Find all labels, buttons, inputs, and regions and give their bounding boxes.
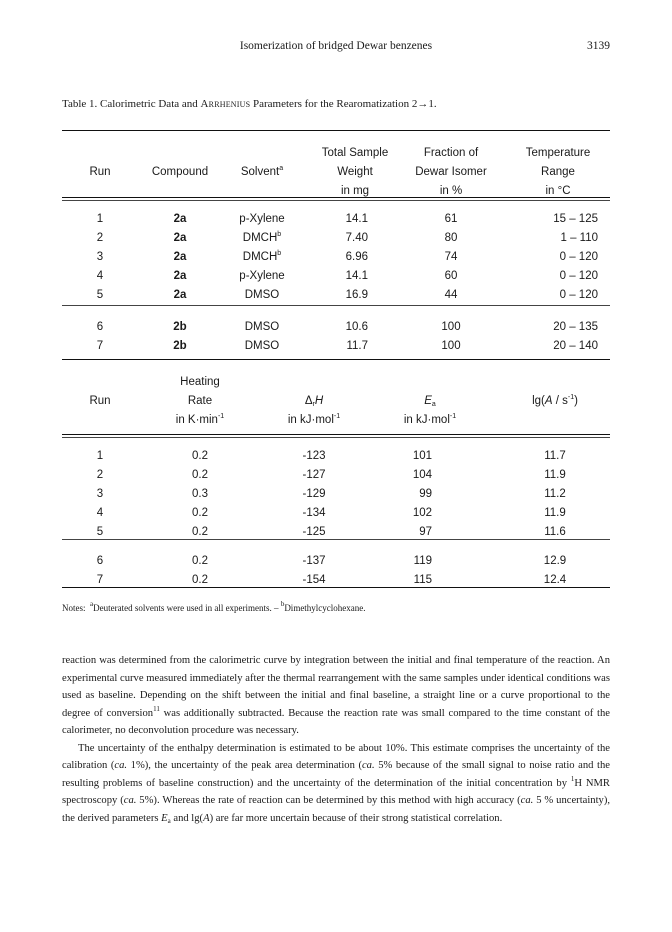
cell-solvent: DMSO [244,289,280,301]
cell-run: 5 [96,289,104,301]
table-top-rule [62,130,610,131]
col-weight-header-2: Weight [337,166,373,178]
cell-weight: 11.7 [346,340,368,352]
running-title: Isomerization of bridged Dewar benzenes [239,40,433,52]
cell-dh: -125 [302,526,326,538]
note-a-text: Deuterated solvents were used in all experiments. – [93,603,281,613]
cell-weight: 14.1 [345,213,368,225]
cell-run: 3 [96,488,104,500]
note-a-mark: a [90,600,94,608]
cell-lga: 11.9 [544,469,566,481]
cell-dh: -154 [302,574,326,586]
group-rule-2 [62,539,610,540]
cell-lga: 11.7 [544,450,566,462]
cell-dh: -137 [302,555,326,567]
col-run2-header: Run [89,395,111,407]
cell-fraction: 80 [444,232,458,244]
col-solvent-header: Solvent$^a$ [240,165,284,178]
paragraph-1: reaction was determined from the calorimetric curve by integration between the initial and final temperature of the reaction. An experimental curve measured immediately after the thermal rearrangement with the same samples under identical conditions was used as baseline. Depending on the shift between the initial and final baseline, a straight line or a curve proportional to the degree of conversion$^{11}$ was additionally subtracted. Because the reaction rate was small compared to the time constant of the calorimeter, no deconvolution procedure was necessary. [62,655,610,736]
cell-lga: 12.9 [543,555,567,567]
cell-run: 6 [96,555,104,567]
col-compound-header: Compound [151,166,209,178]
cell-run: 1 [96,450,104,462]
col-weight-header-1: Total Sample [321,147,389,159]
cell-solvent: DMSO [244,321,280,333]
running-head [0,40,672,56]
caption-arrhenius: Arrhenius [200,98,251,110]
col-weight-header-3: in mg [340,185,370,197]
cell-fraction: 100 [441,340,461,352]
cell-temp: 20 – 135 [553,321,598,333]
cell-rate: 0.2 [192,526,208,538]
notes-label: Notes: [62,603,86,613]
cell-run: 1 [96,213,104,225]
cell-solvent: p-Xylene [239,213,285,225]
cell-weight: 7.40 [345,232,368,244]
cell-ea: 97 [419,526,432,538]
cell-ea: 99 [419,488,432,500]
cell-fraction: 60 [444,270,458,282]
cell-ea: 119 [413,555,432,567]
cell-lga: 12.4 [543,574,567,586]
table-bottom-rule [62,587,610,588]
cell-compound: 2a [173,270,187,282]
cell-rate: 0.3 [192,488,208,500]
cell-temp: 0 – 120 [559,251,598,263]
cell-ea: 104 [412,469,432,481]
cell-weight: 16.9 [345,289,368,301]
cell-ea: 115 [413,574,432,586]
cell-solvent: DMCH$^b$ [242,250,282,263]
cell-temp: 0 – 120 [559,270,598,282]
header-rule-1b [62,200,610,201]
cell-compound: 2a [173,289,187,301]
table-caption [62,98,437,110]
cell-rate: 0.2 [192,507,208,519]
cell-compound: 2b [173,321,187,333]
col-fraction-header-2: Dewar Isomer [415,166,487,178]
col-ea-header: $E_a$ [424,395,436,408]
cell-temp: 20 – 140 [553,340,598,352]
cell-rate: 0.2 [192,555,208,567]
cell-compound: 2a [173,251,187,263]
cell-lga: 11.9 [544,507,566,519]
col-heating-header-2: Rate [187,395,213,407]
caption-suffix: Parameters for the Rearomatization 2→1. [250,98,437,110]
caption-prefix: Table 1. Calorimetric Data and [62,98,201,110]
cell-solvent: DMCH$^b$ [242,231,282,244]
cell-run: 4 [96,270,104,282]
cell-rate: 0.2 [192,574,208,586]
cell-run: 7 [96,574,104,586]
table-notes [62,600,366,613]
cell-lga: 11.6 [544,526,566,538]
cell-temp: 0 – 120 [559,289,598,301]
cell-compound: 2a [173,213,187,225]
cell-ea: 102 [412,507,432,519]
cell-solvent: DMSO [244,340,280,352]
group-rule-1 [62,305,610,306]
col-run-header: Run [89,166,111,178]
note-b-mark: b [280,600,285,608]
cell-run: 4 [96,507,104,519]
cell-run: 2 [96,232,104,244]
col-heating-header-1: Heating [180,376,220,388]
cell-run: 6 [96,321,104,333]
page-number: 3139 [587,40,610,52]
cell-compound: 2a [173,232,187,244]
col-temp-header-1: Temperature [525,147,591,159]
cell-temp: 1 – 110 [560,232,598,244]
cell-run: 3 [96,251,104,263]
cell-run: 2 [96,469,104,481]
cell-weight: 10.6 [345,321,368,333]
cell-run: 7 [96,340,104,352]
section-rule [62,359,610,360]
col-temp-header-3: in °C [545,185,571,197]
col-dh-unit: in kJ·mol$^{-1}$ [287,413,341,426]
cell-fraction: 61 [444,213,458,225]
cell-compound: 2b [173,340,187,352]
col-ea-unit: in kJ·mol$^{-1}$ [403,413,457,426]
col-fraction-header-1: Fraction of [423,147,479,159]
cell-solvent: p-Xylene [239,270,285,282]
cell-fraction: 100 [441,321,461,333]
paragraph-2: The uncertainty of the enthalpy determination is estimated to be about 10%. This estimate comprises the uncertainty of the calibration (ca. 1%), the uncertainty of the peak area determination (ca. 5% because of the small signal to noise ratio and the resulting problems of baseline construction) and the uncertainty of the determination of the initial concentration by $^1$H NMR spectroscopy (ca. 5%). Whereas the rate of reaction can be determined by this method with high accuracy (ca. 5 % uncertainty), the derived parameters $E_a$ and lg(A) are far more uncertain because of their strong statistical correlation. [62,742,611,825]
cell-fraction: 74 [444,251,458,263]
solvent-footnote-mark: a [279,165,284,172]
cell-weight: 14.1 [345,270,368,282]
cell-ea: 101 [412,450,432,462]
cell-fraction: 44 [444,289,458,301]
body-text [62,652,610,827]
col-temp-header-2: Range [541,166,575,178]
cell-dh: -129 [302,488,326,500]
col-heating-header-3: in $K\cdot\min^{-1}$ [175,413,225,426]
cell-lga: 11.2 [544,488,566,500]
note-b-text: Dimethylcyclohexane. [284,603,366,613]
col-dh-header: $\Delta_rH$ [304,395,324,408]
cell-temp: 15 – 125 [553,213,598,225]
cell-dh: -134 [302,507,326,519]
reference-11: 11 [153,704,160,713]
col-lga-header: $\lg(A / s^{-1})$ [532,394,578,407]
cell-weight: 6.96 [345,251,368,263]
cell-run: 5 [96,526,104,538]
cell-rate: 0.2 [192,450,208,462]
cell-dh: -127 [302,469,326,481]
cell-rate: 0.2 [192,469,208,481]
header-rule-2 [62,434,610,435]
cell-dh: -123 [302,450,326,462]
header-rule-2b [62,437,610,438]
col-fraction-header-3: in % [439,185,463,197]
